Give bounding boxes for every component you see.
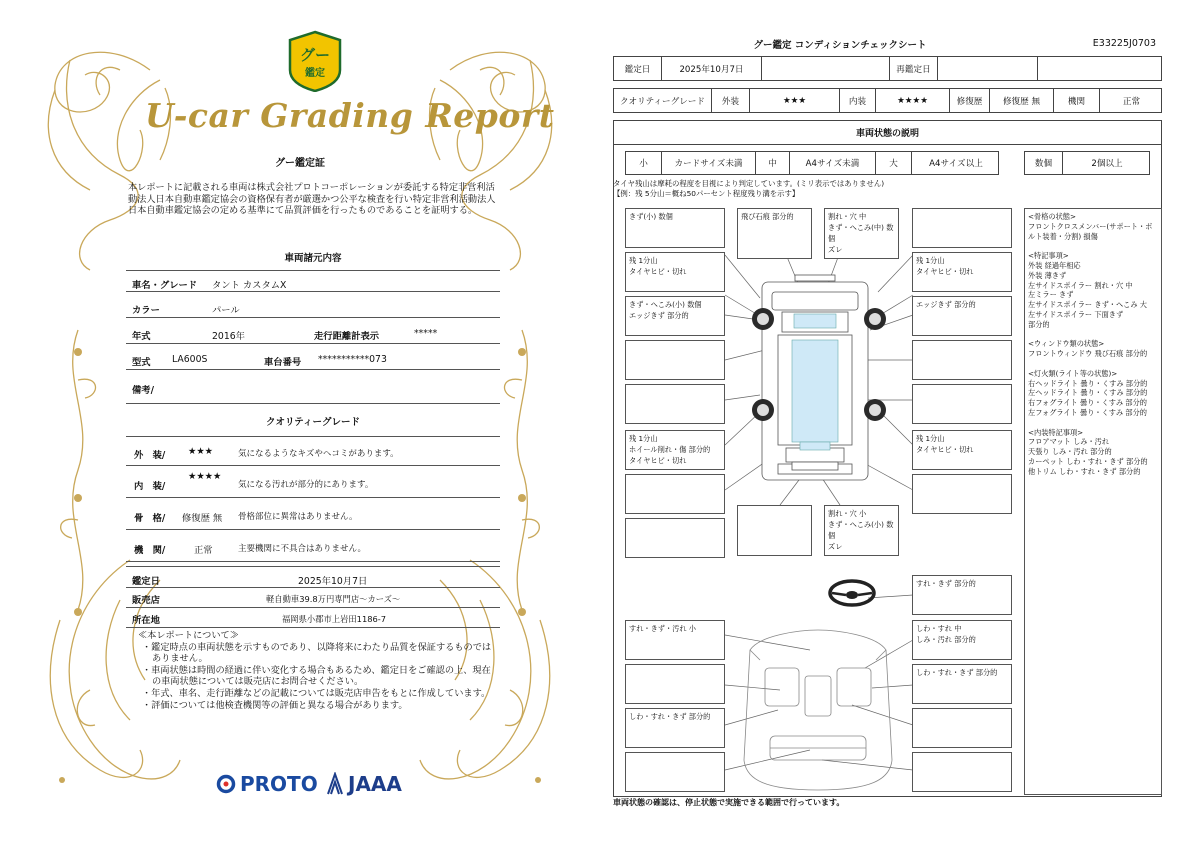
exterior-label: 外装 bbox=[712, 89, 750, 112]
grade-row-frame bbox=[126, 500, 500, 530]
damage-box-front-bumper bbox=[824, 208, 899, 259]
damage-text: 残 1分山 bbox=[916, 256, 945, 265]
damage-box-empty bbox=[737, 505, 812, 556]
goo-appraisal-logo bbox=[286, 30, 344, 92]
grade-row-exterior bbox=[126, 436, 500, 466]
tyre-note bbox=[613, 179, 884, 199]
damage-box-rear-bumper bbox=[824, 505, 899, 556]
damage-text: すれ・きず・汚れ 小 bbox=[629, 624, 696, 633]
sheet-footer-note: 車両状態の確認は、停止状態で実施できる範囲で行っています。 bbox=[613, 798, 845, 807]
shop-label: 販売店 bbox=[132, 595, 160, 606]
size-mid-label: 中 bbox=[756, 152, 790, 174]
size-large-label: 大 bbox=[876, 152, 912, 174]
quality-grade-table bbox=[613, 88, 1162, 113]
note-item: ・車両状態は時間の経過に伴い変化する場合もあるため、鑑定日をご確認の上、現在の車両状態については販売店にお問合せください。 bbox=[142, 664, 491, 688]
grade-row-interior bbox=[126, 468, 500, 498]
spec-row-color bbox=[126, 296, 500, 318]
damage-text: タイヤヒビ・切れ bbox=[916, 267, 974, 276]
remarks-label: 備考/ bbox=[132, 385, 154, 396]
address-row bbox=[126, 608, 500, 628]
damage-text: 残 1分山 bbox=[916, 434, 945, 443]
size-mid-desc: A4サイズ未満 bbox=[790, 152, 876, 174]
address-label: 所在地 bbox=[132, 615, 160, 626]
proto-text: PROTO bbox=[240, 772, 318, 796]
damage-text: きず・へこみ(中) 数個 bbox=[828, 223, 894, 243]
special-notes-text: <骨格の状態> フロントクロスメンバー(サポート・ボルト装着・分割) 損傷 <特記事項> 外装 経過年相応 外装 薄きず 左サイドスポイラー 割れ・穴 中 左ミラー きず 左サイドスポイラー きず・へこみ 大 左サイドスポイラー 下面きず 部分的 <ウィンドウ類の状態> フロントウィンドウ 飛び石痕 部分的 <灯火類(ライト等の状態)> 右ヘッドライト 曇り・くすみ 部分的 左ヘッドライト 曇り・くすみ 部分的 右フォグライト 曇り・くすみ 部分的 左フォグライト 曇り・くすみ 部分的 <内装特記事項> フロアマット しみ・汚れ 天張り しみ・汚れ 部分的 カーペット しわ・すれ・きず 部分的 他トリム しわ・すれ・きず 部分的 bbox=[1028, 212, 1153, 476]
damage-box-empty bbox=[625, 752, 725, 792]
damage-box-left-rear-tyre bbox=[625, 430, 725, 470]
certificate-statement: 本レポートに記載される車両は株式会社プロトコーポレーションが委託する特定非営利活動法人日本自動車鑑定協会の資格保有者が厳選かつ公平な検査を行い特定非営利活動法人日本自動車鑑定協会の定める基準にて品質評価を行ったものであることを証明する。 bbox=[128, 182, 496, 217]
grade-stars: ★★★ bbox=[188, 446, 214, 457]
chassis-value: ***********073 bbox=[318, 354, 387, 365]
appraisal-date-value: 2025年10月7日 bbox=[662, 57, 762, 80]
condition-title: 車両状態の説明 bbox=[614, 121, 1161, 145]
damage-box-empty bbox=[912, 208, 1012, 248]
engine-label: 機関 bbox=[1054, 89, 1100, 112]
spec-row-year bbox=[126, 322, 500, 344]
damage-text: しわ・すれ・きず 部分的 bbox=[629, 712, 711, 721]
damage-box-empty bbox=[625, 384, 725, 424]
size-large-desc: A4サイズ以上 bbox=[929, 159, 983, 169]
repair-label: 修復歴 bbox=[950, 89, 990, 112]
damage-box-empty bbox=[912, 384, 1012, 424]
color-label: カラー bbox=[132, 305, 160, 316]
address-value: 福岡県小郡市上岩田1186-7 bbox=[282, 614, 387, 624]
svg-text:グー: グー bbox=[299, 46, 331, 64]
grade-desc: 気になるようなキズやヘコミがあります。 bbox=[238, 449, 399, 459]
quality-section-title: クオリティーグレード bbox=[265, 417, 361, 428]
damage-box-front-seat bbox=[912, 620, 1012, 660]
grade-desc: 主要機関に不具合はありません。 bbox=[238, 544, 367, 554]
damage-text: きず・へこみ(小) 数個 bbox=[828, 520, 894, 540]
reappraisal-label: 再鑑定日 bbox=[890, 57, 938, 80]
engine-value: 正常 bbox=[1122, 96, 1141, 107]
damage-box-empty bbox=[625, 518, 725, 558]
damage-text: きず・へこみ(小) 数個 bbox=[629, 300, 702, 309]
interior-stars: ★★★★ bbox=[876, 89, 950, 112]
proto-logo bbox=[216, 771, 318, 797]
damage-text: ズレ bbox=[828, 542, 843, 551]
grade-stars: ★★★★ bbox=[188, 471, 222, 482]
appraisal-date-label: 鑑定日 bbox=[614, 57, 662, 80]
mileage-label: 走行距離計表示 bbox=[314, 331, 380, 342]
grade-desc: 骨格部位に異常はありません。 bbox=[238, 512, 358, 522]
damage-text: 割れ・穴 中 bbox=[828, 212, 867, 221]
damage-box-empty bbox=[625, 474, 725, 514]
damage-text: しわ・すれ 中 bbox=[916, 624, 962, 633]
report-title: U-car Grading Report bbox=[145, 96, 555, 135]
report-notes bbox=[138, 630, 498, 711]
sheet-code: E33225J0703 bbox=[1092, 38, 1156, 49]
damage-box-empty bbox=[625, 664, 725, 704]
exterior-stars: ★★★ bbox=[750, 89, 840, 112]
spec-row-remarks bbox=[126, 376, 500, 404]
damage-box-trim bbox=[912, 664, 1012, 704]
note-item: ・評価については他検査機関等の評価と異なる場合があります。 bbox=[142, 699, 408, 711]
damage-text: エッジきず 部分的 bbox=[629, 311, 689, 320]
damage-box-carpet bbox=[625, 708, 725, 748]
certificate-heading: グー鑑定証 bbox=[275, 158, 325, 169]
damage-box-empty bbox=[912, 474, 1012, 514]
special-notes-panel bbox=[1024, 208, 1162, 795]
count-legend bbox=[1024, 151, 1150, 175]
grade-label: 機 関/ bbox=[134, 545, 166, 556]
damage-box-empty bbox=[912, 340, 1012, 380]
date-label: 鑑定日 bbox=[132, 576, 160, 587]
damage-box-left-front-tyre bbox=[625, 252, 725, 292]
notes-title: ≪本レポートについて≫ bbox=[138, 630, 239, 641]
appraisal-date-table bbox=[613, 56, 1162, 81]
damage-text: しわ・すれ・きず 部分的 bbox=[916, 668, 998, 677]
damage-text: エッジきず 部分的 bbox=[916, 300, 976, 309]
size-legend bbox=[625, 151, 999, 175]
count-label: 数個 bbox=[1025, 152, 1063, 174]
damage-box-ceiling bbox=[625, 620, 725, 660]
interior-label: 内装 bbox=[840, 89, 876, 112]
empty-cell bbox=[938, 57, 1038, 80]
shop-row bbox=[126, 588, 500, 608]
name-value: タント カスタムX bbox=[212, 280, 287, 291]
empty-cell bbox=[762, 57, 890, 80]
count-desc: 2個以上 bbox=[1091, 159, 1123, 169]
damage-text: しみ・汚れ 部分的 bbox=[916, 635, 976, 644]
appraisal-date-row bbox=[126, 566, 500, 588]
grade-desc: 気になる汚れが部分的にあります。 bbox=[238, 480, 374, 490]
date-value: 2025年10月7日 bbox=[298, 576, 368, 587]
damage-text: 飛び石痕 部分的 bbox=[741, 212, 794, 221]
grade-label: 内 装/ bbox=[134, 481, 166, 492]
damage-box-right-front-tyre bbox=[912, 252, 1012, 292]
damage-box-left-front-door bbox=[625, 296, 725, 336]
chassis-label: 車台番号 bbox=[264, 357, 302, 368]
jaaa-logo bbox=[326, 771, 402, 797]
grade-row-engine bbox=[126, 532, 500, 562]
steering-wheel-icon bbox=[830, 581, 874, 605]
damage-box-steering bbox=[912, 575, 1012, 615]
damage-box-right-front-door bbox=[912, 296, 1012, 336]
grade-value: 正常 bbox=[194, 545, 213, 556]
spec-row-name bbox=[126, 270, 500, 292]
damage-text: 残 1分山 bbox=[629, 434, 658, 443]
damage-box-right-rear-tyre bbox=[912, 430, 1012, 470]
grade-value: 修復歴 無 bbox=[182, 513, 223, 524]
size-small-desc: カードサイズ未満 bbox=[662, 152, 756, 174]
proto-mark-icon bbox=[216, 774, 236, 794]
damage-text: タイヤヒビ・切れ bbox=[629, 456, 687, 465]
damage-text: きず(小) 数個 bbox=[629, 212, 673, 221]
grade-label: 外 装/ bbox=[134, 450, 166, 461]
sheet-title: グー鑑定 コンディションチェックシート bbox=[753, 40, 927, 51]
damage-text: 残 1分山 bbox=[629, 256, 658, 265]
damage-box-empty bbox=[625, 340, 725, 380]
damage-box-front-left bbox=[625, 208, 725, 248]
note-item: ・鑑定時点の車両状態を示すものであり、以降将来にわたり品質を保証するものではありません。 bbox=[142, 641, 492, 665]
empty-cell bbox=[1038, 57, 1163, 80]
grade-label: 骨 格/ bbox=[134, 513, 166, 524]
damage-text: タイヤヒビ・切れ bbox=[916, 445, 974, 454]
jaaa-mark-icon bbox=[326, 772, 344, 796]
tyre-note-line: 【例：残 5分山＝概ね50パーセント程度残り溝を示す】 bbox=[613, 189, 800, 198]
quality-label: クオリティーグレード bbox=[614, 89, 712, 112]
damage-text: タイヤヒビ・切れ bbox=[629, 267, 687, 276]
damage-box-empty bbox=[912, 752, 1012, 792]
model-label: 型式 bbox=[132, 357, 151, 368]
damage-text: すれ・きず 部分的 bbox=[916, 579, 976, 588]
svg-text:鑑定: 鑑定 bbox=[305, 68, 325, 79]
spec-row-model bbox=[126, 348, 500, 370]
spec-section-title: 車両諸元内容 bbox=[284, 253, 342, 264]
mileage-value: ***** bbox=[414, 328, 438, 339]
name-label: 車名・グレード bbox=[132, 280, 198, 291]
shop-value: 軽自動車39.8万円専門店～カーズ～ bbox=[266, 594, 401, 604]
size-small-label: 小 bbox=[626, 152, 662, 174]
note-item: ・年式、車名、走行距離などの記載については販売店申告をもとに作成しています。 bbox=[142, 687, 491, 699]
repair-value: 修復歴 無 bbox=[990, 89, 1054, 112]
jaaa-text: JAAA bbox=[348, 772, 402, 796]
model-value: LA600S bbox=[172, 354, 208, 365]
damage-box-empty bbox=[912, 708, 1012, 748]
tyre-note-line: タイヤ残山は摩耗の程度を目視により判定しています。(ミリ表示ではありません) bbox=[613, 179, 885, 188]
damage-text: ズレ bbox=[828, 245, 843, 254]
color-value: パール bbox=[212, 305, 240, 316]
year-value: 2016年 bbox=[212, 331, 245, 342]
year-label: 年式 bbox=[132, 331, 151, 342]
damage-text: ホイール削れ・傷 部分的 bbox=[629, 445, 711, 454]
damage-text: 割れ・穴 小 bbox=[828, 509, 867, 518]
damage-box-windshield bbox=[737, 208, 812, 259]
